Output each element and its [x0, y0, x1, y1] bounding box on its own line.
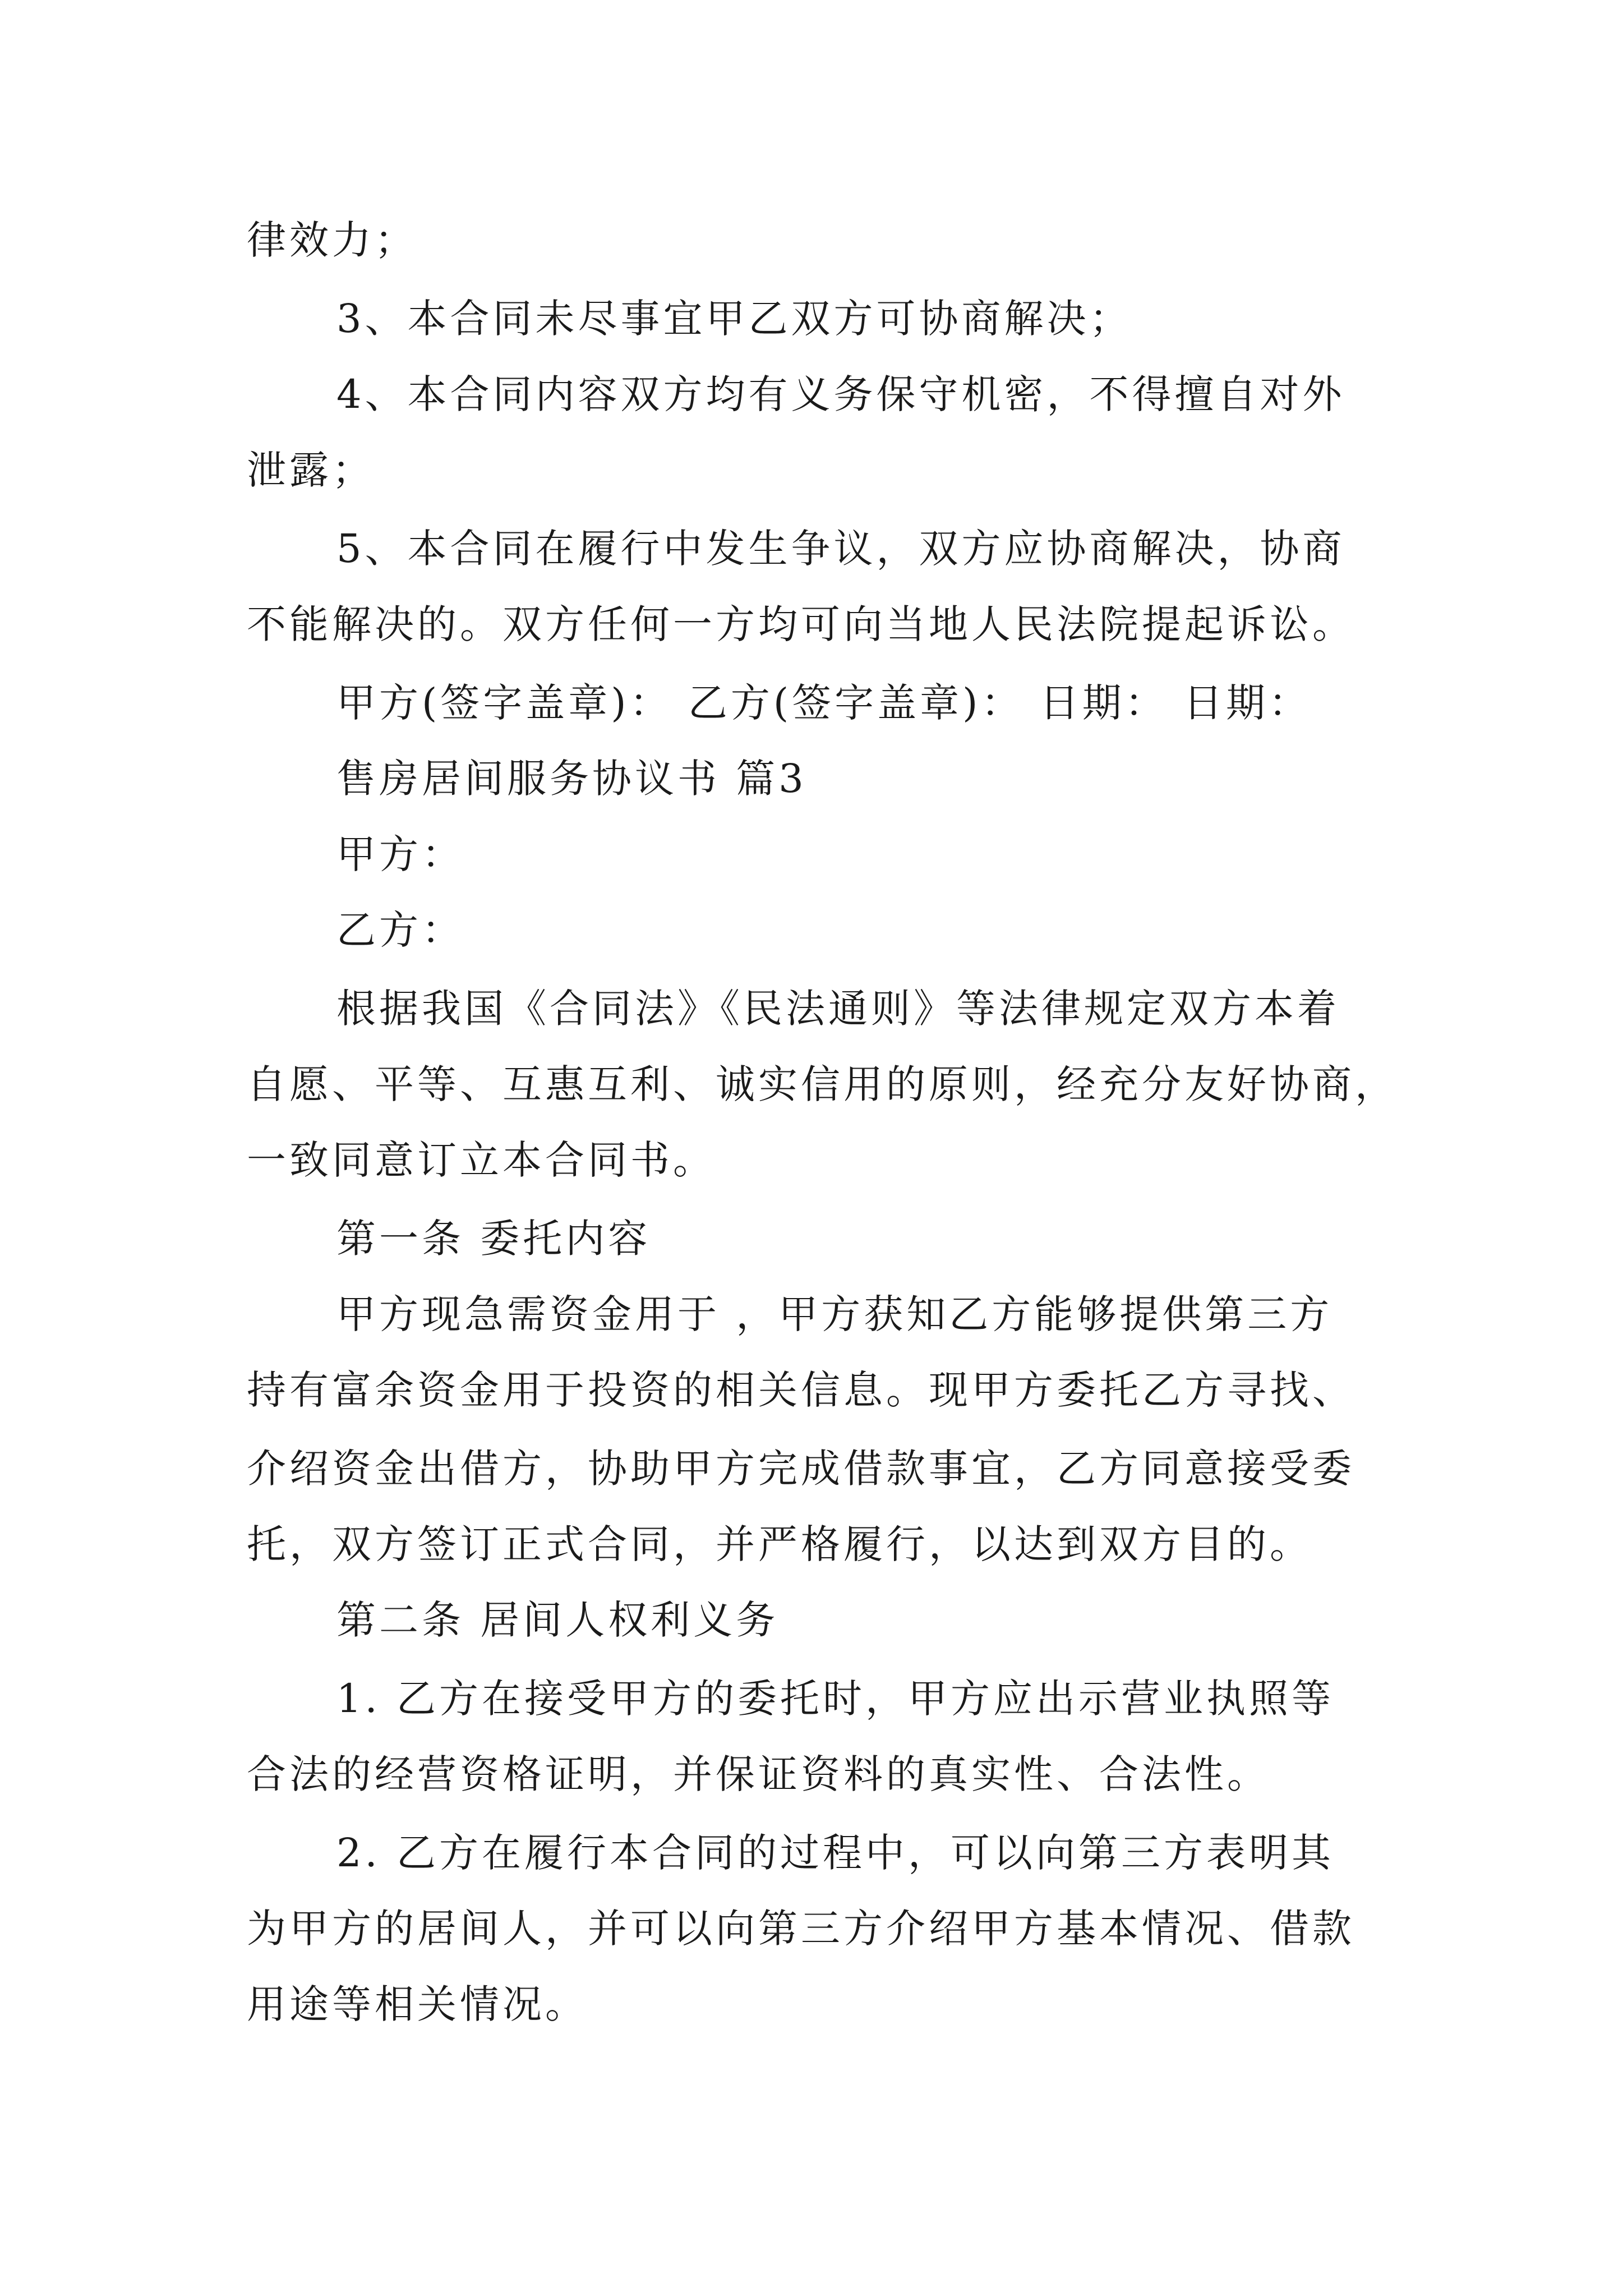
preamble-line: 一致同意订立本合同书。	[247, 1137, 716, 1183]
article-1-heading: 第一条 委托内容	[336, 1216, 651, 1262]
preamble-line: 自愿、平等、互惠互利、诚实信用的原则，经充分友好协商，	[247, 1061, 1398, 1107]
article-2-item-1: 1. 乙方在接受甲方的委托时，甲方应出示营业执照等	[336, 1676, 1335, 1722]
party-a-label: 甲方：	[336, 831, 464, 877]
clause-3: 3、本合同未尽事宜甲乙双方可协商解决；	[336, 296, 1132, 342]
clause-4: 4、本合同内容双方均有义务保守机密，不得擅自对外	[336, 371, 1345, 417]
article-1-body: 甲方现急需资金用于 ，甲方获知乙方能够提供第三方	[336, 1291, 1333, 1337]
party-b-label: 乙方：	[336, 907, 464, 953]
article-1-body: 持有富余资金用于投资的相关信息。现甲方委托乙方寻找、	[247, 1367, 1355, 1413]
text-line: 律效力；	[247, 217, 417, 263]
signature-line: 甲方(签字盖章)： 乙方(签字盖章)： 日期： 日期：	[336, 680, 1311, 726]
text-line: 泄露；	[247, 447, 375, 493]
article-2-item-2: 2. 乙方在履行本合同的过程中，可以向第三方表明其	[336, 1830, 1335, 1876]
article-2-item-1: 合法的经营资格证明，并保证资料的真实性、合法性。	[247, 1751, 1270, 1797]
clause-5: 5、本合同在履行中发生争议，双方应协商解决，协商	[336, 526, 1345, 572]
article-2-item-2: 为甲方的居间人，并可以向第三方介绍甲方基本情况、借款	[247, 1906, 1355, 1952]
article-2-item-2: 用途等相关情况。	[247, 1981, 588, 2027]
preamble-line: 根据我国《合同法》《民法通则》等法律规定双方本着	[336, 986, 1340, 1032]
article-1-body: 托，双方签订正式合同，并严格履行，以达到双方目的。	[247, 1521, 1312, 1567]
section-title: 售房居间服务协议书 篇3	[336, 756, 807, 802]
text-line: 不能解决的。双方任何一方均可向当地人民法院提起诉讼。	[247, 601, 1355, 647]
article-1-body: 介绍资金出借方，协助甲方完成借款事宜，乙方同意接受委	[247, 1446, 1355, 1492]
article-2-heading: 第二条 居间人权利义务	[336, 1597, 779, 1643]
